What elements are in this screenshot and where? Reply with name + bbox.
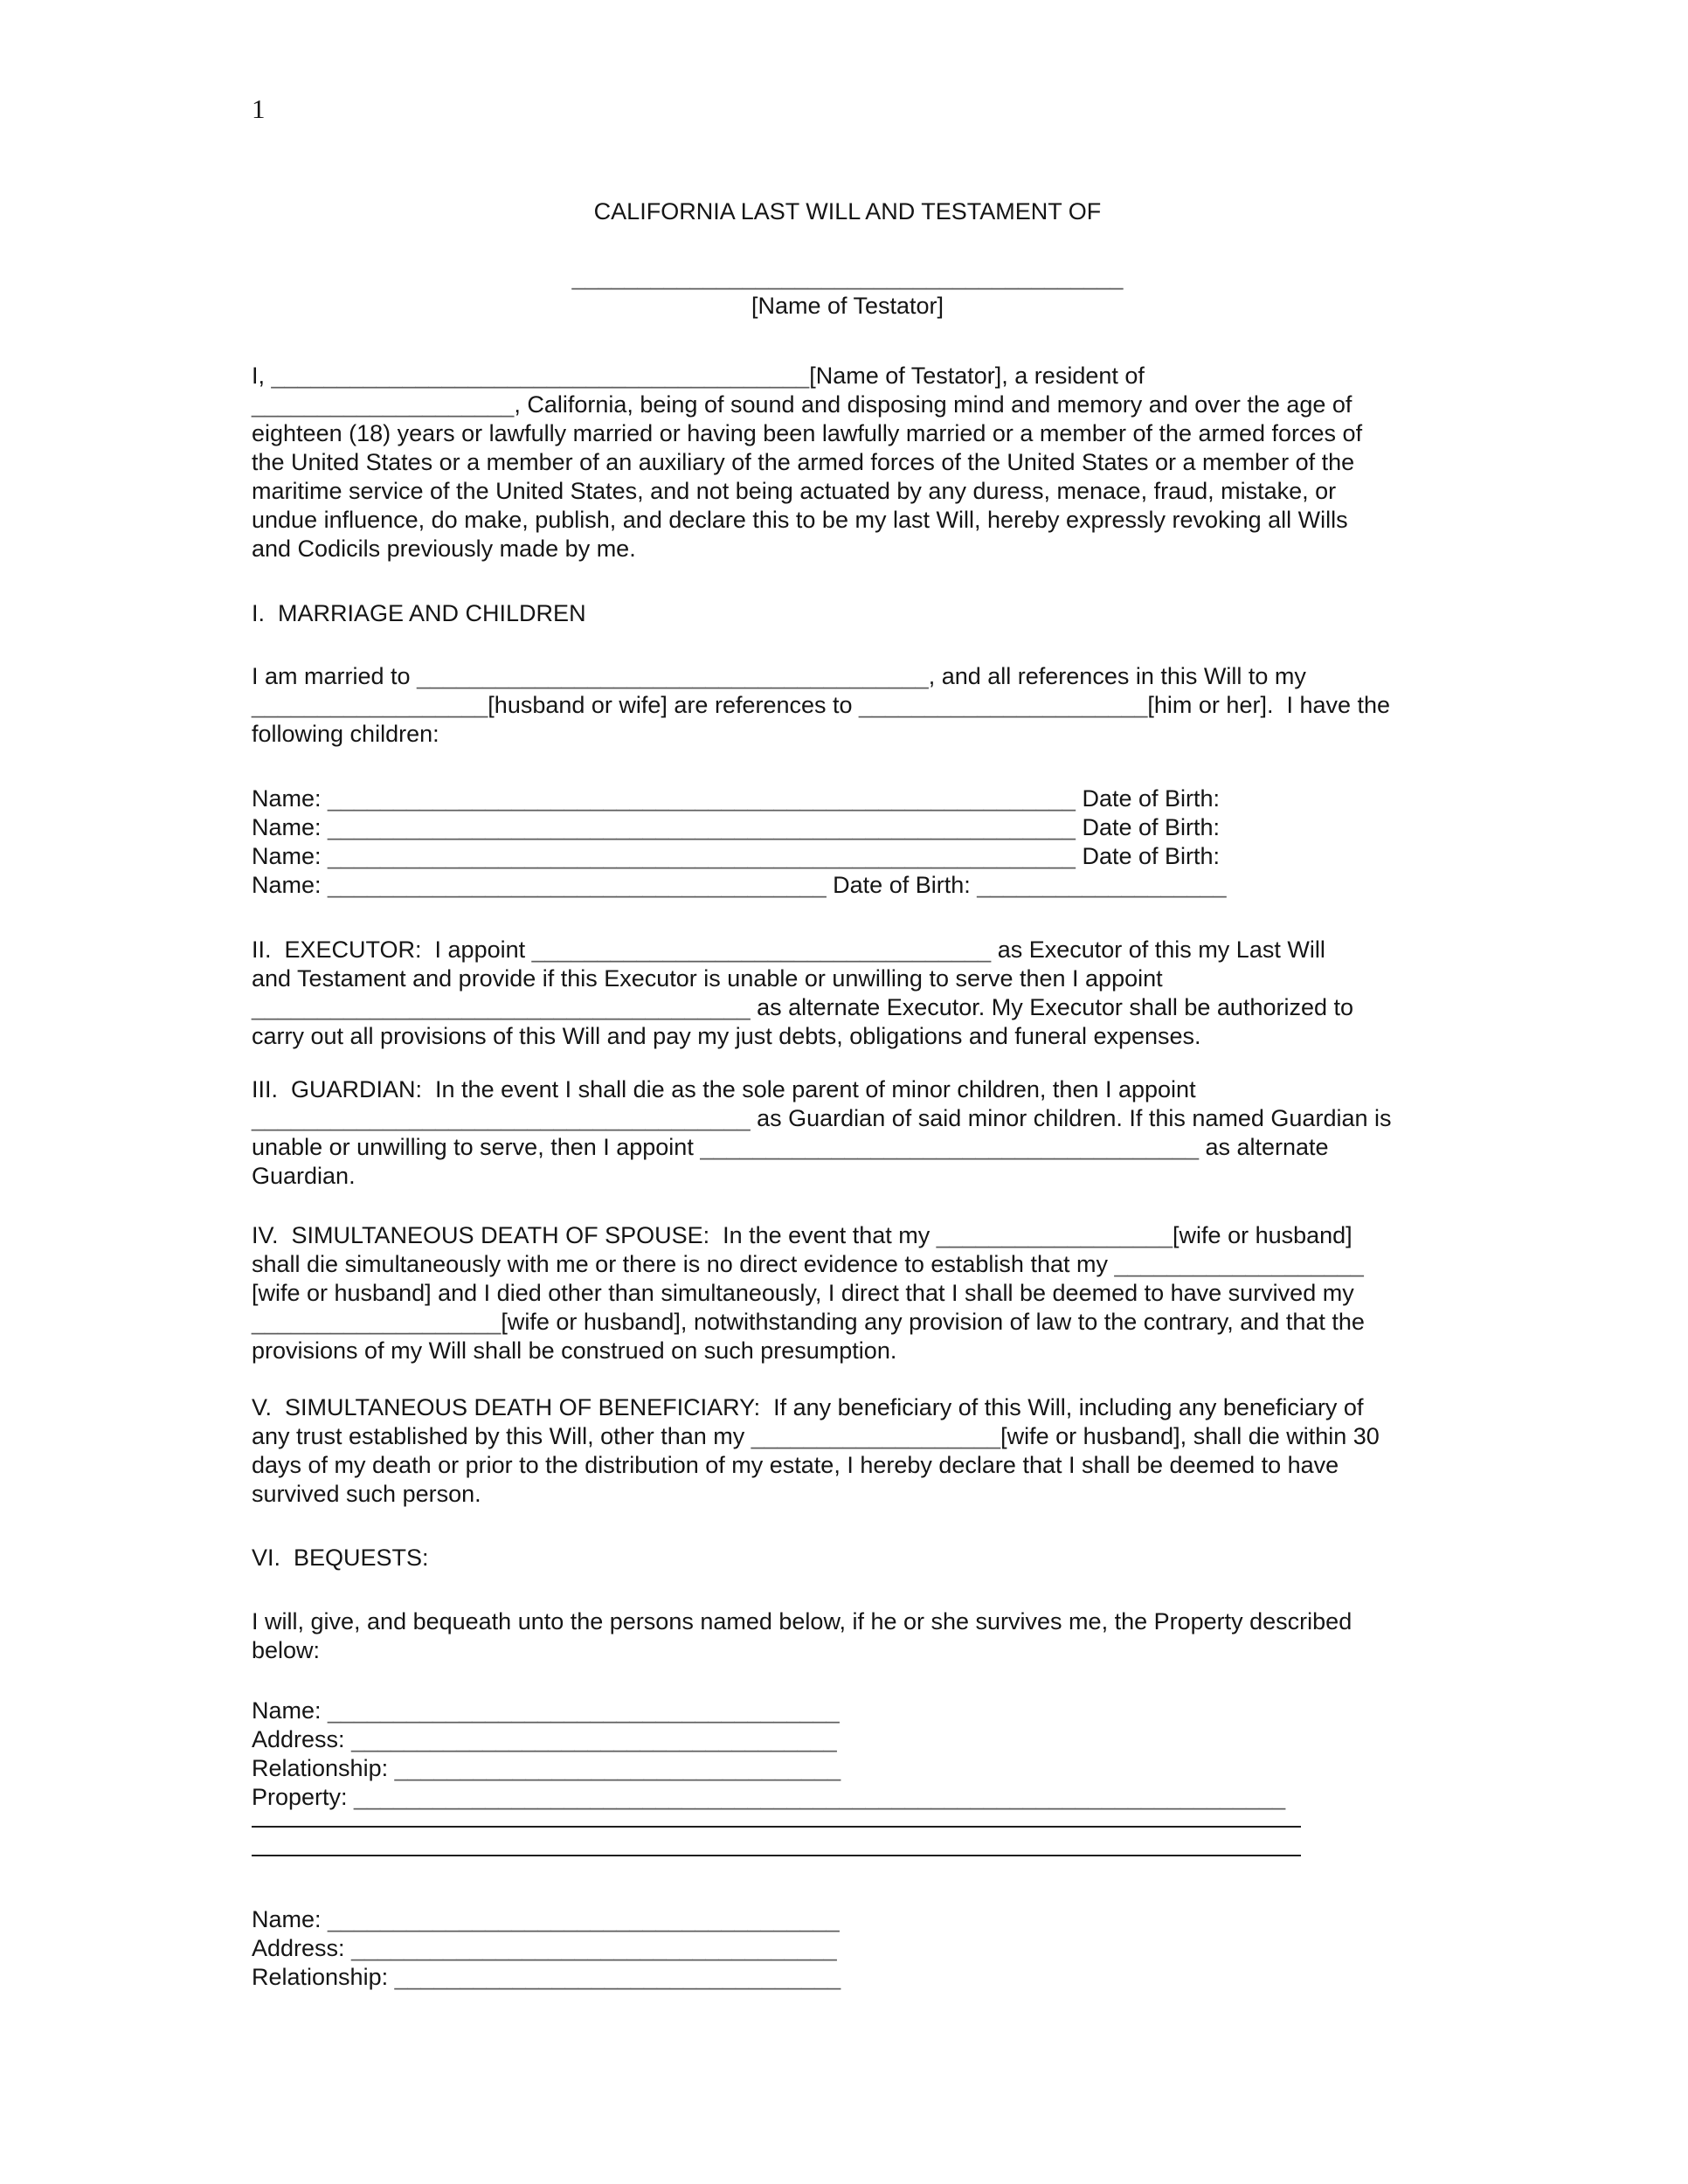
guardian-paragraph-line: III. GUARDIAN: In the event I shall die as the sole parent of minor children, then I appoint — [252, 1076, 1196, 1102]
guardian-paragraph-line: unable or unwilling to serve, then I appoint ______________________________________ as alternate — [252, 1134, 1329, 1160]
property-continuation-line-2 — [252, 1855, 1301, 1856]
opening-paragraph-line: the United States or a member of an auxiliary of the armed forces of the United States or a member of the — [252, 449, 1355, 475]
bequest-2-fields-line: Address: _____________________________________ — [252, 1935, 837, 1961]
beneficiary-death-paragraph-line: survived such person. — [252, 1481, 481, 1507]
blank-field[interactable]: _________________________________________________________ — [328, 843, 1076, 869]
opening-paragraph-line: eighteen (18) years or lawfully married or having been lawfully married or a member of the armed forces of — [252, 420, 1363, 446]
spouse-death-paragraph-line: [wife or husband] and I died other than simultaneously, I direct that I shall be deemed to have survived my — [252, 1280, 1354, 1306]
opening-paragraph-line: maritime service of the United States, and not being actuated by any duress, menace, fraud, mistake, or — [252, 478, 1337, 504]
bequest-1-fields-line: Property: _______________________________________________________________________ — [252, 1784, 1286, 1810]
blank-field[interactable]: _______________________________________________________________________ — [354, 1784, 1286, 1810]
spouse-death-paragraph-line: shall die simultaneously with me or there is no direct evidence to establish that my ___________________ — [252, 1251, 1364, 1277]
spouse-death-paragraph-line: ___________________[wife or husband], notwithstanding any provision of law to the contrary, and that the — [252, 1309, 1365, 1335]
bequest-2-fields-line: Name: _______________________________________ — [252, 1906, 840, 1932]
children-rows-line: Name: _________________________________________________________ Date of Birth: — [252, 843, 1221, 869]
blank-field[interactable]: ______________________________________ — [252, 994, 751, 1020]
children-rows-line: Name: ______________________________________ Date of Birth: ___________________ — [252, 872, 1227, 898]
opening-paragraph-line: I, _________________________________________[Name of Testator], a resident of — [252, 363, 1145, 389]
beneficiary-death-paragraph-line: V. SIMULTANEOUS DEATH OF BENEFICIARY: If any beneficiary of this Will, including any beneficiary of — [252, 1394, 1364, 1420]
guardian-paragraph-line: ______________________________________ as Guardian of said minor children. If this named Guardian is — [252, 1105, 1392, 1131]
marriage-paragraph — [252, 662, 1443, 749]
guardian-paragraph — [252, 1075, 1443, 1191]
spouse-death-paragraph-line: IV. SIMULTANEOUS DEATH OF SPOUSE: In the event that my __________________[wife or husband] — [252, 1222, 1352, 1248]
executor-paragraph-line: II. EXECUTOR: I appoint ___________________________________ as Executor of this my Last Will — [252, 936, 1325, 963]
testator-caption — [252, 292, 1443, 321]
bequest-1-fields — [252, 1697, 1443, 1812]
bequest-1-fields-line: Name: _______________________________________ — [252, 1697, 840, 1724]
blank-field[interactable]: _____________________________________ — [351, 1726, 837, 1752]
blank-field[interactable]: __________________ — [936, 1222, 1173, 1248]
beneficiary-death-paragraph-line: days of my death or prior to the distribution of my estate, I hereby declare that I shall be deemed to have — [252, 1452, 1339, 1478]
blank-field[interactable]: ___________________ — [1114, 1251, 1364, 1277]
marriage-paragraph-line: __________________[husband or wife] are references to ______________________[him or her]. I have the — [252, 692, 1391, 718]
testator-blank — [252, 263, 1443, 292]
property-continuation-line-1 — [252, 1826, 1301, 1828]
executor-paragraph-line: carry out all provisions of this Will and pay my just debts, obligations and funeral expenses. — [252, 1023, 1201, 1049]
blank-field[interactable]: ___________________ — [977, 872, 1227, 898]
title — [252, 197, 1443, 226]
bequest-1-fields-line: Relationship: __________________________________ — [252, 1755, 841, 1781]
heading-bequests — [252, 1544, 1443, 1572]
marriage-paragraph-line: I am married to _______________________________________, and all references in this Will to my — [252, 663, 1306, 689]
beneficiary-death-paragraph — [252, 1393, 1443, 1509]
blank-field[interactable]: ______________________________________ — [328, 872, 827, 898]
opening-paragraph-line: ____________________, California, being of sound and disposing mind and memory and over the age of — [252, 391, 1352, 418]
page-number-line: 1 — [252, 93, 266, 124]
bequests-intro — [252, 1607, 1443, 1665]
document-body — [252, 94, 1443, 1992]
marriage-paragraph-line: following children: — [252, 721, 439, 747]
heading-marriage-line: I. MARRIAGE AND CHILDREN — [252, 600, 586, 626]
executor-paragraph-line: ______________________________________ as alternate Executor. My Executor shall be authorized to — [252, 994, 1353, 1020]
spouse-death-paragraph — [252, 1221, 1443, 1365]
blank-field[interactable]: ______________________________________ — [252, 1105, 751, 1131]
testator-caption-line: [Name of Testator] — [751, 293, 944, 319]
blank-field[interactable]: ___________________ — [751, 1423, 1001, 1449]
blank-field[interactable]: _______________________________________ — [328, 1906, 840, 1932]
blank-field[interactable]: _________________________________________ — [271, 363, 810, 389]
bequest-1-fields-line: Address: _____________________________________ — [252, 1726, 837, 1752]
blank-field[interactable]: ______________________ — [859, 692, 1148, 718]
blank-field[interactable]: ____________________ — [252, 391, 515, 418]
blank-field[interactable]: __________________ — [252, 692, 488, 718]
spouse-death-paragraph-line: provisions of my Will shall be construed on such presumption. — [252, 1337, 897, 1364]
executor-paragraph-line: and Testament and provide if this Executor is unable or unwilling to serve then I appoint — [252, 965, 1163, 992]
beneficiary-death-paragraph-line: any trust established by this Will, other than my ___________________[wife or husband], shall die within 30 — [252, 1423, 1380, 1449]
children-rows-line: Name: _________________________________________________________ Date of Birth: — [252, 785, 1221, 812]
blank-field[interactable]: _______________________________________ — [417, 663, 929, 689]
opening-paragraph — [252, 362, 1443, 563]
blank-field[interactable]: __________________________________ — [394, 1964, 841, 1990]
bequest-2-fields-line: Relationship: __________________________________ — [252, 1964, 841, 1990]
blank-field[interactable]: _________________________________________________________ — [328, 785, 1076, 812]
bequests-intro-line: I will, give, and bequeath unto the persons named below, if he or she survives me, the Property described — [252, 1608, 1352, 1635]
blank-field[interactable]: _____________________________________ — [351, 1935, 837, 1961]
testator-blank-line — [252, 263, 1443, 292]
title-line: CALIFORNIA LAST WILL AND TESTAMENT OF — [593, 198, 1102, 225]
children-rows — [252, 784, 1443, 900]
page-number — [252, 94, 1443, 123]
guardian-paragraph-line: Guardian. — [252, 1163, 356, 1189]
opening-paragraph-line: undue influence, do make, publish, and declare this to be my last Will, hereby expressly revoking all Wills — [252, 507, 1348, 533]
blank-field[interactable]: ___________________ — [252, 1309, 502, 1335]
bequest-2-fields — [252, 1905, 1443, 1992]
blank-field[interactable]: __________________________________ — [394, 1755, 841, 1781]
heading-bequests-line: VI. BEQUESTS: — [252, 1545, 429, 1571]
blank-field[interactable]: _________________________________________________________ — [328, 814, 1076, 840]
opening-paragraph-line: and Codicils previously made by me. — [252, 536, 636, 562]
blank-field[interactable]: _______________________________________ — [328, 1697, 840, 1724]
children-rows-line: Name: _________________________________________________________ Date of Birth: — [252, 814, 1221, 840]
executor-paragraph — [252, 936, 1443, 1051]
bequests-intro-line: below: — [252, 1637, 321, 1663]
blank-field[interactable]: ______________________________________ — [700, 1134, 1199, 1160]
blank-field[interactable]: __________________________________________ — [571, 264, 1124, 290]
blank-field[interactable]: ___________________________________ — [531, 936, 992, 963]
heading-marriage — [252, 599, 1443, 628]
